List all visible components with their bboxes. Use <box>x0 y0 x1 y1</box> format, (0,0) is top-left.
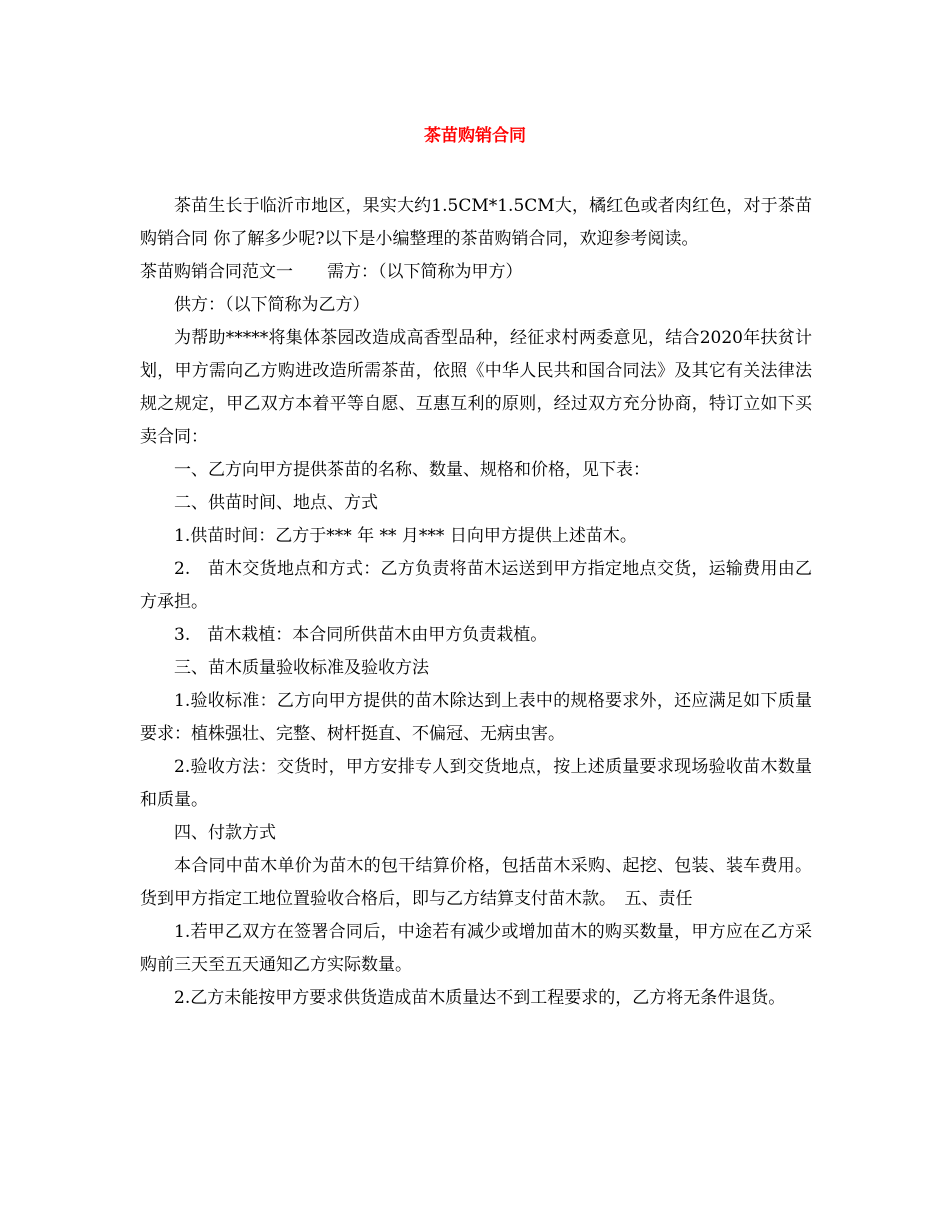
clause-2-1: 1.供苗时间：乙方于*** 年 ** 月*** 日向甲方提供上述苗木。 <box>174 526 637 546</box>
section-one-heading: 一、乙方向甲方提供茶苗的名称、数量、规格和价格，见下表： <box>174 460 650 480</box>
clause-5-2: 2.乙方未能按甲方要求供货造成苗木质量达不到工程要求的，乙方将无条件退货。 <box>174 988 786 1008</box>
clause-2-2: 2. 苗木交货地点和方式：乙方负责将苗木运送到甲方指定地点交货，运输费用由乙方承担。 <box>140 559 812 612</box>
document-body <box>140 190 812 1015</box>
sample-label: 茶苗购销合同范文一 <box>140 262 293 282</box>
clause-3-2: 2.验收方法：交货时，甲方安排专人到交货地点，按上述质量要求现场验收苗木数量和质量。 <box>140 757 812 810</box>
clause-2-3: 3. 苗木栽植：本合同所供苗木由甲方负责栽植。 <box>174 625 548 645</box>
section-four-heading: 四、付款方式 <box>174 823 276 843</box>
paragraph-intro: 茶苗生长于临沂市地区，果实大约1.5CM*1.5CM大，橘红色或者肉红色，对于茶苗购销合同 你了解多少呢?以下是小编整理的茶苗购销合同，欢迎参考阅读。 <box>140 196 812 249</box>
section-three-heading: 三、苗木质量验收标准及验收方法 <box>174 658 429 678</box>
clause-5-1: 1.若甲乙双方在签署合同后，中途若有减少或增加苗木的购买数量，甲方应在乙方采购前三天至五天通知乙方实际数量。 <box>140 922 812 975</box>
document-title: 茶苗购销合同 <box>424 126 526 146</box>
section-two-heading: 二、供苗时间、地点、方式 <box>174 493 378 513</box>
paragraph-supplier: 供方：（以下简称为乙方） <box>174 295 370 315</box>
payment-paragraph: 本合同中苗木单价为苗木的包干结算价格，包括苗木采购、起挖、包装、装车费用。货到甲方指定工地位置验收合格后，即与乙方结算支付苗木款。 五、责任 <box>140 856 812 909</box>
buyer-party: 需方：（以下简称为甲方） <box>327 262 523 282</box>
clause-3-1: 1.验收标准：乙方向甲方提供的苗木除达到上表中的规格要求外，还应满足如下质量要求：植株强壮、完整、树杆挺直、不偏冠、无病虫害。 <box>140 691 812 744</box>
paragraph-purpose: 为帮助*****将集体茶园改造成高香型品种，经征求村两委意见，结合2020年扶贫计划，甲方需向乙方购进改造所需茶苗，依照《中华人民共和国合同法》及其它有关法律法规之规定，甲乙双方本着平等自愿、互惠互利的原则，经过双方充分协商，特订立如下买卖合同： <box>140 328 812 447</box>
sample-heading-line <box>140 256 812 289</box>
